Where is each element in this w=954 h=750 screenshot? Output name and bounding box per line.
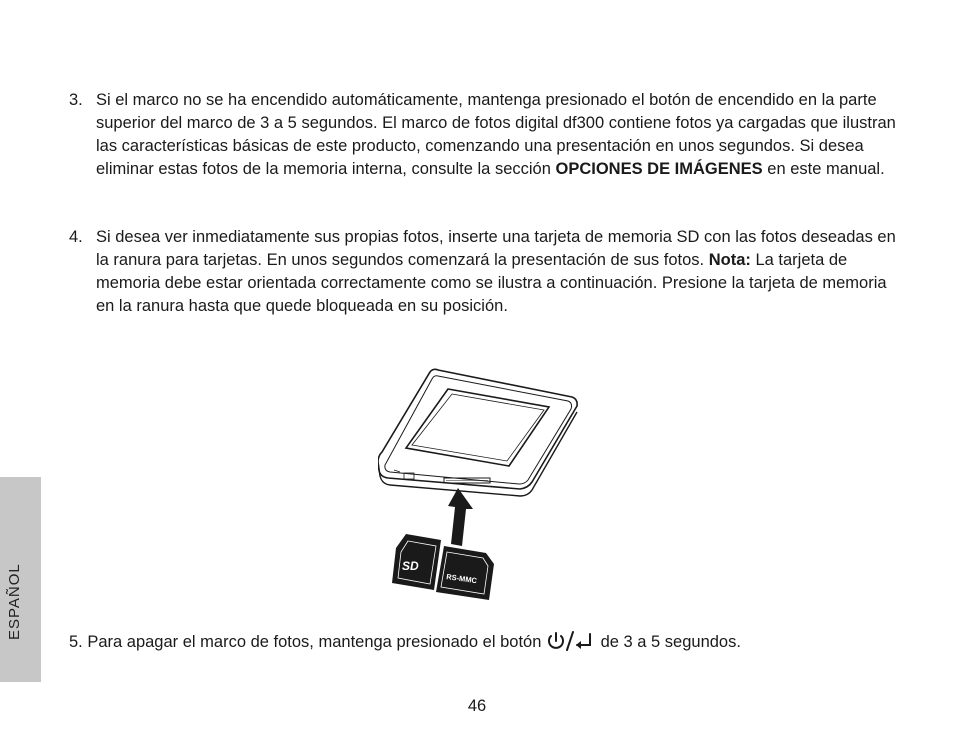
- step-4-paragraph: [69, 226, 899, 318]
- note-label: Nota:: [708, 251, 751, 269]
- step-5-text-end: de 3 a 5 segundos.: [595, 633, 741, 651]
- step-3-text-end: en este manual.: [762, 160, 885, 178]
- page-number: 46: [467, 697, 487, 715]
- step-3-number: 3.: [69, 91, 83, 109]
- step-4-text: Si desea ver inmediatamente sus propias fotos, inserte una tarjeta de memoria SD con las fotos deseadas en la ranura para tarjetas. En unos segundos comenzará la presentación de sus fotos.: [96, 228, 896, 269]
- photo-frame-illustration: [378, 369, 577, 496]
- sd-card-label: SD: [402, 559, 419, 573]
- step-4-text-end: La tarjeta de memoria debe estar orientada correctamente como se ilustra a continuación. Presione la tarjeta de memoria en la ranura hasta que quede bloqueada en su posición.: [96, 251, 887, 315]
- step-4-number: 4.: [69, 228, 83, 246]
- step-5-paragraph: [69, 631, 741, 654]
- sd-card-illustration: [392, 534, 441, 590]
- step-3-body: [96, 89, 899, 181]
- step-4-body: [96, 226, 899, 318]
- language-label: ESPAÑOL: [6, 563, 23, 640]
- image-options-section-name: OPCIONES DE IMÁGENES: [555, 160, 763, 178]
- rs-mmc-card-label: RS-MMC: [445, 572, 478, 586]
- card-insertion-illustration: [378, 364, 580, 610]
- step-3-text: Si el marco no se ha encendido automáticamente, mantenga presionado el botón de encendido en la parte superior del marco de 3 a 5 segundos. El marco de fotos digital df300 contiene fotos ya cargadas que ilustran las características básicas de este producto, comenzando una presentación en unos segundos. Si desea eliminar estas fotos de la memoria interna, consulte la sección: [96, 91, 896, 178]
- power-enter-icon: [546, 631, 596, 651]
- insert-arrow-icon: [448, 488, 473, 546]
- step-5-text: 5. Para apagar el marco de fotos, mantenga presionado el botón: [69, 633, 546, 651]
- step-3-paragraph: [69, 89, 899, 181]
- rs-mmc-card-illustration: [436, 546, 494, 600]
